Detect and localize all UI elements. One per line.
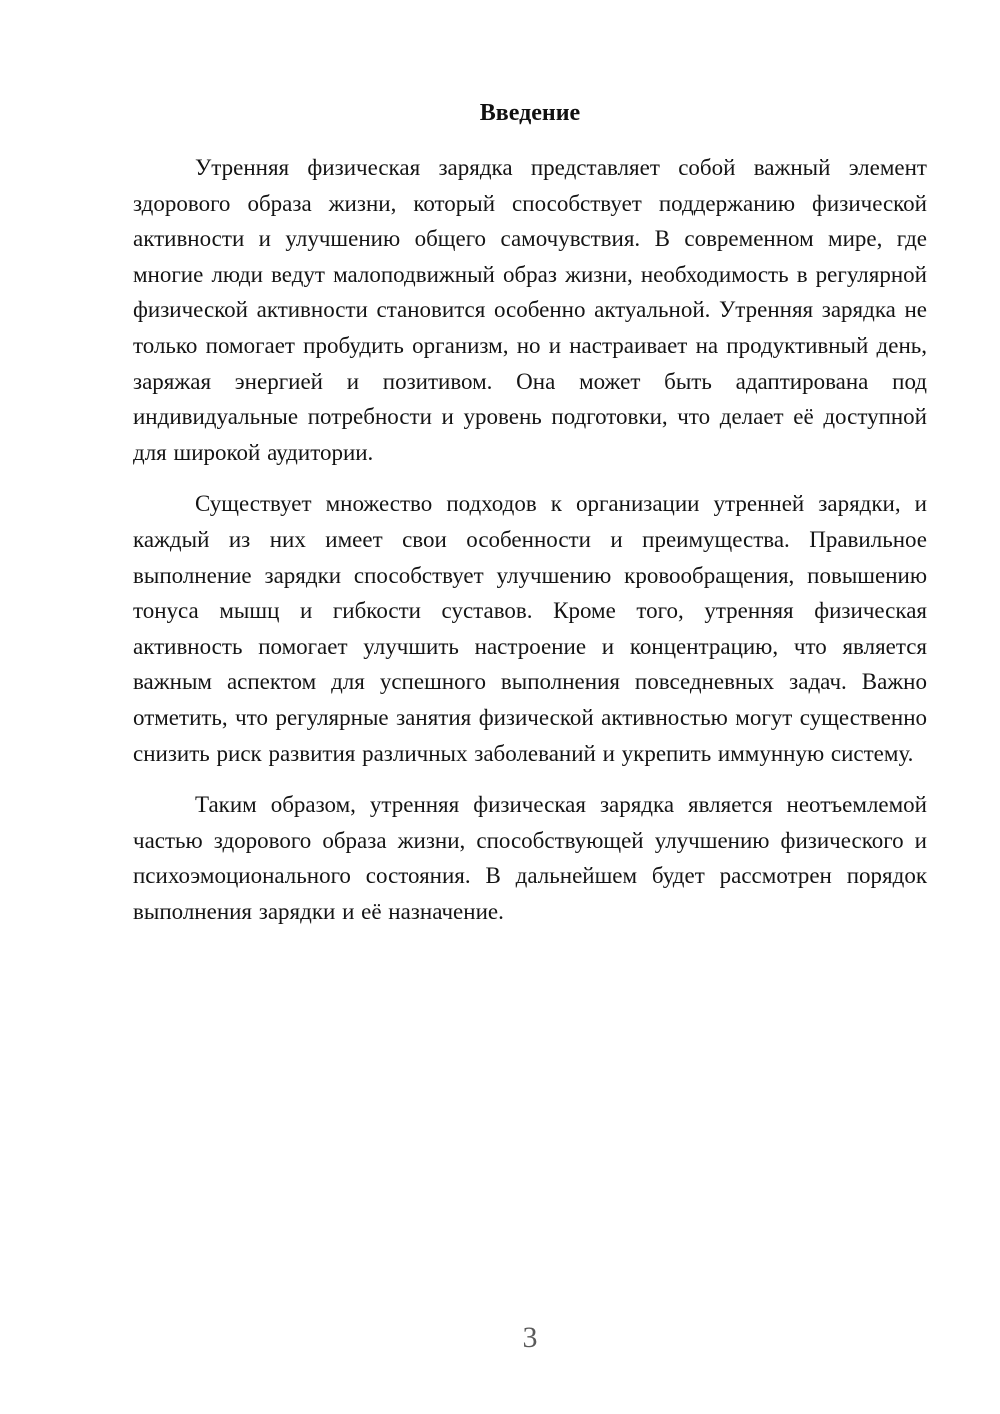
paragraph: Существует множество подходов к организации утренней зарядки, и каждый из них имеет свои особенности и преимущества. Правильное выполнение зарядки способствует улучшению кровообращения, повышению тонуса мышц и гибкости суставов. Кроме того, утренняя физическая активность помогает улучшить настроение и концентрацию, что является важным аспектом для успешного выполнения повседневных задач. Важно отметить, что регулярные занятия физической активностью могут существенно снизить риск развития различных заболеваний и укрепить иммунную систему. xyxy=(133,491,927,766)
page-number: 3 xyxy=(522,1321,538,1354)
paragraph: Утренняя физическая зарядка представляет собой важный элемент здорового образа жизни, который способствует поддержанию физической активности и улучшению общего самочувствия. В современном мире, где многие люди ведут малоподвижный образ жизни, необходимость в регулярной физической активности становится особенно актуальной. Утренняя зарядка не только помогает пробудить организм, но и настраивает на продуктивный день, заряжая энергией и позитивом. Она может быть адаптирована под индивидуальные потребности и уровень подготовки, что делает её доступной для широкой аудитории. xyxy=(133,155,927,465)
section-heading: Введение xyxy=(479,100,581,126)
paragraph: Таким образом, утренняя физическая зарядка является неотъемлемой частью здорового образа жизни, способствующей улучшению физического и психоэмоционального состояния. В дальнейшем будет рассмотрен порядок выполнения зарядки и её назначение. xyxy=(133,792,927,924)
document-body xyxy=(133,96,927,945)
